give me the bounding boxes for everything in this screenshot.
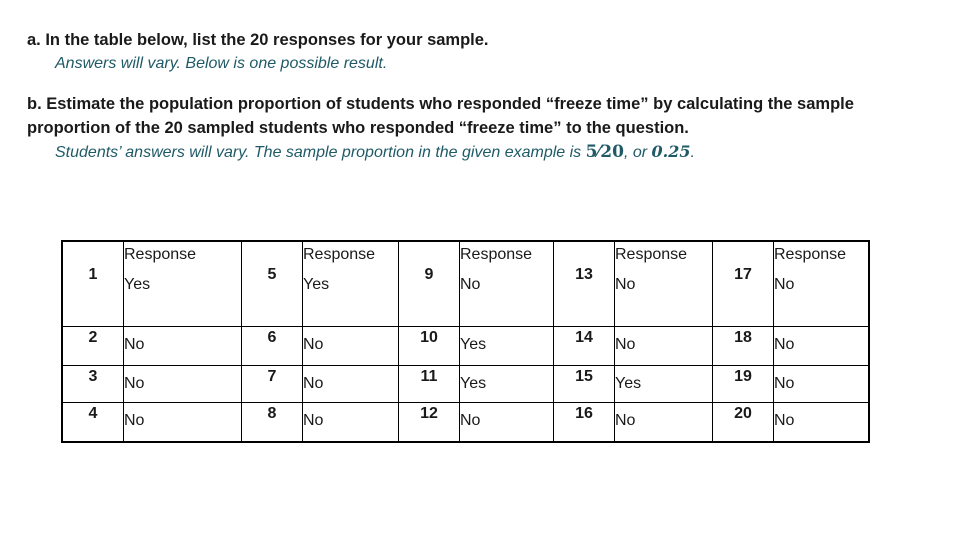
response-number: 13: [554, 241, 615, 327]
response-value: No: [774, 276, 795, 293]
table-row: [62, 403, 869, 443]
response-header: Response: [124, 246, 197, 263]
response-number: 2: [62, 327, 124, 366]
response-cell: [615, 366, 713, 403]
response-cell: [615, 241, 713, 327]
response-value: No: [774, 336, 795, 353]
response-value: No: [303, 375, 324, 392]
response-number: 19: [713, 366, 774, 403]
response-number: 16: [554, 403, 615, 443]
response-cell: [774, 403, 869, 443]
response-value: No: [303, 412, 324, 429]
response-number: 9: [399, 241, 460, 327]
response-number: 17: [713, 241, 774, 327]
response-cell: [615, 403, 713, 443]
question-b-line2: proportion of the 20 sampled students who responded “freeze time” to the question.: [27, 119, 689, 137]
answer-b-prefix: Students’ answers will vary. The sample proportion in the given example is: [55, 144, 586, 161]
response-value: No: [124, 375, 145, 392]
response-value: Yes: [124, 276, 151, 293]
response-cell: [460, 403, 554, 443]
table-row: [62, 241, 869, 327]
response-number: 20: [713, 403, 774, 443]
response-value: Yes: [460, 336, 487, 353]
response-cell: [303, 241, 399, 327]
response-value: No: [774, 375, 795, 392]
response-number: 4: [62, 403, 124, 443]
worksheet-text: [27, 28, 927, 165]
response-value: No: [460, 412, 481, 429]
response-header: Response: [303, 246, 376, 263]
response-value: No: [124, 336, 145, 353]
response-number: 7: [242, 366, 303, 403]
answer-b-decimal: 0.25: [651, 142, 691, 161]
response-cell: [303, 366, 399, 403]
response-cell: [615, 327, 713, 366]
table-row: [62, 327, 869, 366]
responses-table-body: [62, 241, 869, 442]
response-cell: [774, 327, 869, 366]
response-cell: [303, 403, 399, 443]
response-header: Response: [615, 246, 688, 263]
responses-table: [61, 240, 870, 443]
answer-b-mid: , or: [623, 144, 652, 161]
answer-b-suffix: .: [690, 144, 695, 161]
response-value: No: [460, 276, 481, 293]
response-value: No: [615, 276, 636, 293]
response-number: 14: [554, 327, 615, 366]
response-cell: [460, 241, 554, 327]
response-cell: [124, 327, 242, 366]
answer-b-fraction: 5⁄20: [585, 142, 624, 162]
response-value: No: [615, 412, 636, 429]
response-number: 3: [62, 366, 124, 403]
response-number: 10: [399, 327, 460, 366]
response-cell: [774, 366, 869, 403]
response-cell: [124, 366, 242, 403]
response-number: 15: [554, 366, 615, 403]
response-number: 5: [242, 241, 303, 327]
table-row: [62, 366, 869, 403]
response-number: 11: [399, 366, 460, 403]
response-number: 8: [242, 403, 303, 443]
response-number: 12: [399, 403, 460, 443]
response-cell: [124, 241, 242, 327]
response-header: Response: [774, 246, 847, 263]
response-value: No: [615, 336, 636, 353]
response-cell: [460, 366, 554, 403]
response-cell: [460, 327, 554, 366]
response-value: No: [124, 412, 145, 429]
response-value: Yes: [460, 375, 487, 392]
response-number: 1: [62, 241, 124, 327]
response-number: 18: [713, 327, 774, 366]
response-number: 6: [242, 327, 303, 366]
response-cell: [124, 403, 242, 443]
answer-a: Answers will vary. Below is one possible result.: [55, 55, 388, 72]
response-value: No: [774, 412, 795, 429]
response-value: No: [303, 336, 324, 353]
response-header: Response: [460, 246, 533, 263]
answer-b: [55, 140, 927, 165]
response-value: Yes: [615, 375, 642, 392]
question-a: a. In the table below, list the 20 responses for your sample.: [27, 31, 489, 49]
response-cell: [303, 327, 399, 366]
response-cell: [774, 241, 869, 327]
question-b-line1: b. Estimate the population proportion of students who responded “freeze time” by calculating the sample: [27, 95, 854, 113]
response-value: Yes: [303, 276, 330, 293]
